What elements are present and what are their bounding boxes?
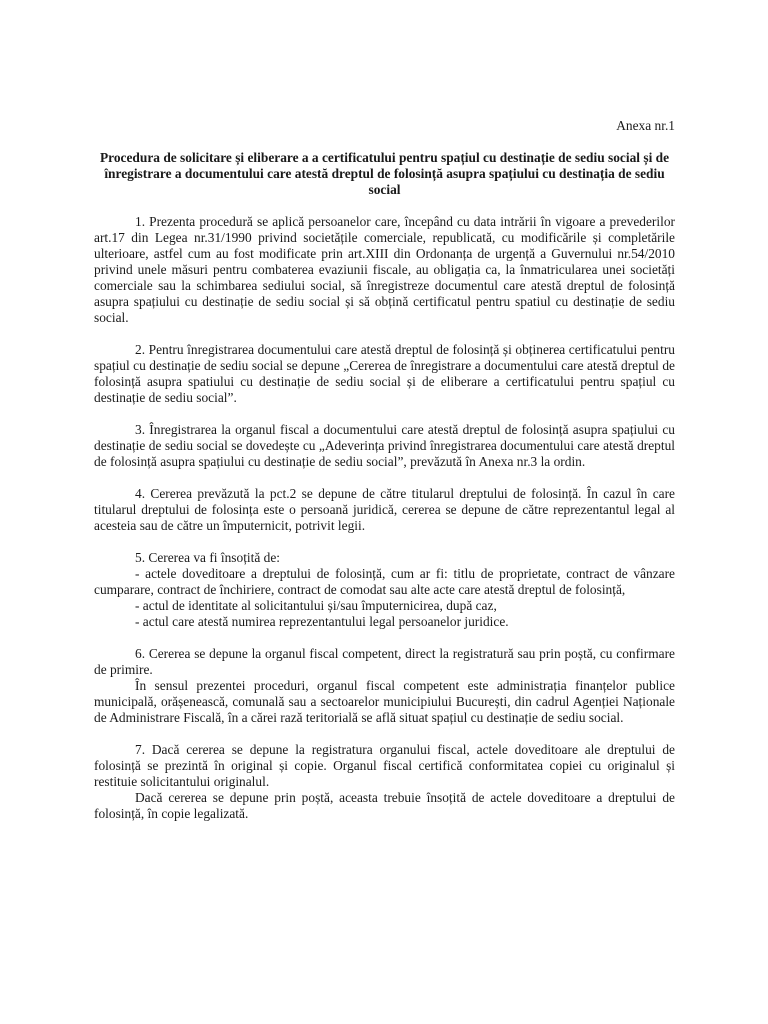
spacer [94, 406, 675, 422]
list-item: - actul care atestă numirea reprezentantului legal persoanelor juridice. [135, 614, 509, 629]
paragraph-3: 3. Înregistrarea la organul fiscal a documentului care atestă dreptul de folosință asupra spațiului cu destinație de sediu social se dovedește cu „Adeverința privind înregistrarea documentului care atestă dreptul de folosință asupra spațiului cu destinație de sediu social”, prevăzută în Anexa nr.3 la ordin. [94, 422, 675, 469]
list-item: - actele doveditoare a dreptului de folosință, cum ar fi: titlu de proprietate, contract de vânzare cumparare, contract de închiriere, contract de comodat sau alte acte care atestă dreptul de folosință, [94, 566, 675, 597]
spacer [94, 326, 675, 342]
paragraph-7-b: Dacă cererea se depune prin poștă, aceasta trebuie însoțită de actele doveditoare a dreptului de folosință, în copie legalizată. [94, 790, 675, 821]
paragraph-2: 2. Pentru înregistrarea documentului care atestă dreptul de folosință și obținerea certificatului pentru spațiul cu destinație de sediu social se depune „Cererea de înregistrare a documentului care atestă dreptul de folosință asupra spatiului cu destinație de sediu social și de eliberare a certificatului pentru spațiul cu destinație de sediu social”. [94, 342, 675, 405]
spacer [94, 470, 675, 486]
list-item: - actul de identitate al solicitantului și/sau împuternicirea, după caz, [135, 598, 497, 613]
annex-label: Anexa nr.1 [616, 118, 675, 133]
paragraph-5-intro: 5. Cererea va fi însoțită de: [135, 550, 281, 565]
spacer [94, 726, 675, 742]
paragraph-6: 6. Cererea se depune la organul fiscal competent, direct la registratură sau prin poștă, cu confirmare de primire. [94, 646, 675, 677]
paragraph-7: 7. Dacă cererea se depune la registratura organului fiscal, actele doveditoare ale dreptului de folosință se prezintă în original și copie. Organul fiscal certifică conformitatea copiei cu originalul și restituie solicitantului originalul. [94, 742, 675, 789]
document-title: Procedura de solicitare și eliberare a a certificatului pentru spațiul cu destinație de sediu social și de înregistrare a documentului care atestă dreptul de folosință asupra spațiului cu destinația de sediu social [99, 150, 670, 197]
paragraph-1: 1. Prezenta procedură se aplică persoanelor care, începând cu data intrării în vigoare a prevederilor art.17 din Legea nr.31/1990 privind societățile comerciale, republicată, cu modificările și completările ulterioare, astfel cum au fost modificate prin art.XIII din Ordonanța de urgență a Guvernului nr.54/2010 privind unele măsuri pentru combaterea evaziunii fiscale, au obligația ca, la înmatricularea unei societăți comerciale sau la schimbarea sediului social, să înregistreze documentul care atestă dreptul de folosință asupra spațiului cu destinație de sediu social și să obțină certificatul pentru spatiul cu destinație de sediu social. [94, 214, 675, 325]
spacer [94, 534, 675, 550]
paragraph-4: 4. Cererea prevăzută la pct.2 se depune de către titularul dreptului de folosință. În cazul în care titularul dreptului de folosința este o persoană juridică, cererea se depune de către reprezentantul legal al acesteia sau de către un împuternicit, potrivit legii. [94, 486, 675, 533]
spacer [94, 630, 675, 646]
paragraph-6-b: În sensul prezentei proceduri, organul fiscal competent este administrația finanțelor publice municipală, orășenească, comunală sau a sectoarelor municipiului București, din cadrul Agenției Naționale de Administrare Fiscală, în a cărei rază teritorială se află situat spațiul cu destinație de sediu social. [94, 678, 675, 725]
